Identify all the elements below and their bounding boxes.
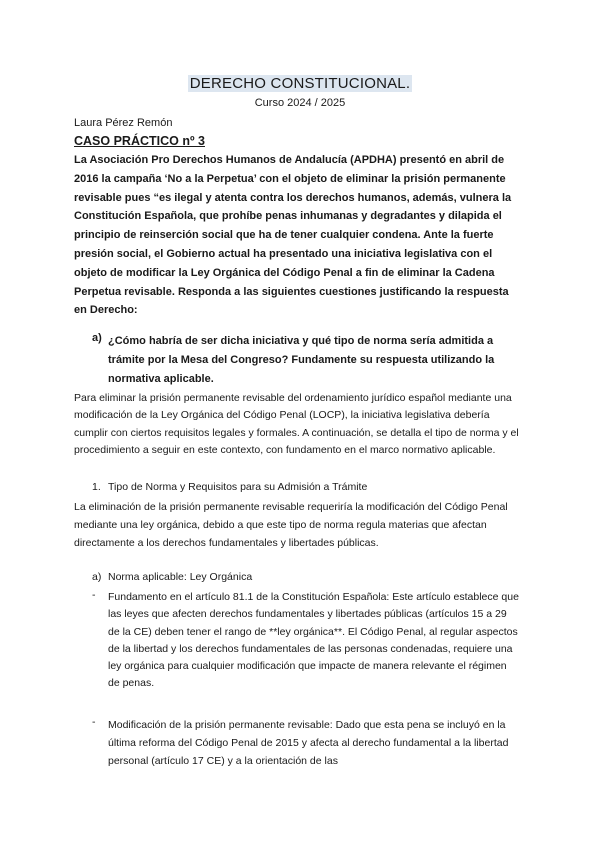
bullet-2: Modificación de la prisión permanente revisable: Dado que esta pena se incluyó en la última reforma del Código Penal de 2015 y afecta al derecho fundamental a la libertad personal (artículo 17 CE) y a la orientación de las [108, 719, 509, 767]
case-statement: La Asociación Pro Derechos Humanos de Andalucía (APDHA) presentó en abril de 2016 la campaña ‘No a la Perpetua’ con el objeto de eliminar la prisión permanente revisable pues “es ilegal y atenta contra los derechos humanos, además, vulnera la Constitución Española, que prohíbe penas inhumanas y degradantes y dilapida el principio de reinserción social que ha de tener cualquier condena. Ante la fuerte presión social, el Gobierno actual ha presentado una iniciativa legislativa con el objeto de modificar la Ley Orgánica del Código Penal a fin de eliminar la Cadena Perpetua revisable. Responda a las siguientes cuestiones justificando la respuesta en Derecho: [74, 154, 512, 317]
author-name: Laura Pérez Remón [74, 117, 173, 129]
document-title [0, 75, 600, 92]
answer-intro: Para eliminar la prisión permanente revisable del ordenamiento jurídico español mediante una modificación de la Ley Orgánica del Código Penal (LOCP), la iniciativa legislativa debería cumplir con ciertos requisitos legales y formales. A continuación, se detalla el tipo de norma y el procedimiento a seguir en este contexto, con fundamento en el marco normativo aplicable. [74, 392, 519, 456]
section1-number: 1. [92, 481, 101, 493]
course-line: Curso 2024 / 2025 [254, 97, 346, 109]
subsection-a-title: Norma aplicable: Ley Orgánica [108, 571, 253, 583]
case-title: CASO PRÁCTICO nº 3 [74, 134, 205, 148]
bullet-dash: - [92, 716, 96, 728]
subsection-a-marker: a) [92, 571, 102, 583]
question-text: ¿Cómo habría de ser dicha iniciativa y qué tipo de norma sería admitida a trámite por la Mesa del Congreso? Fundamente su respuesta utilizando la normativa aplicable. [108, 335, 495, 385]
bullet-dash: - [92, 589, 96, 601]
title-text: DERECHO CONSTITUCIONAL. [189, 75, 411, 92]
question-marker: a) [92, 332, 102, 344]
bullet-1: Fundamento en el artículo 81.1 de la Constitución Española: Este artículo establece que las leyes que afecten derechos fundamentales y libertades públicas (artículos 15 a 29 de la CE) deben tener el rango de **ley orgánica**. El Código Penal, al regular aspectos de la libertad y los derechos fundamentales de las personas condenadas, requiere una ley orgánica para cualquier modificación que impacte de manera relevante el régimen de penas. [108, 591, 519, 690]
answer-paragraph: La eliminación de la prisión permanente revisable requeriría la modificación del Código Penal mediante una ley orgánica, debido a que este tipo de norma regula materias que afectan directamente a los derechos fundamentales y libertades públicas. [74, 501, 508, 549]
section1-title: Tipo de Norma y Requisitos para su Admisión a Trámite [108, 481, 368, 493]
